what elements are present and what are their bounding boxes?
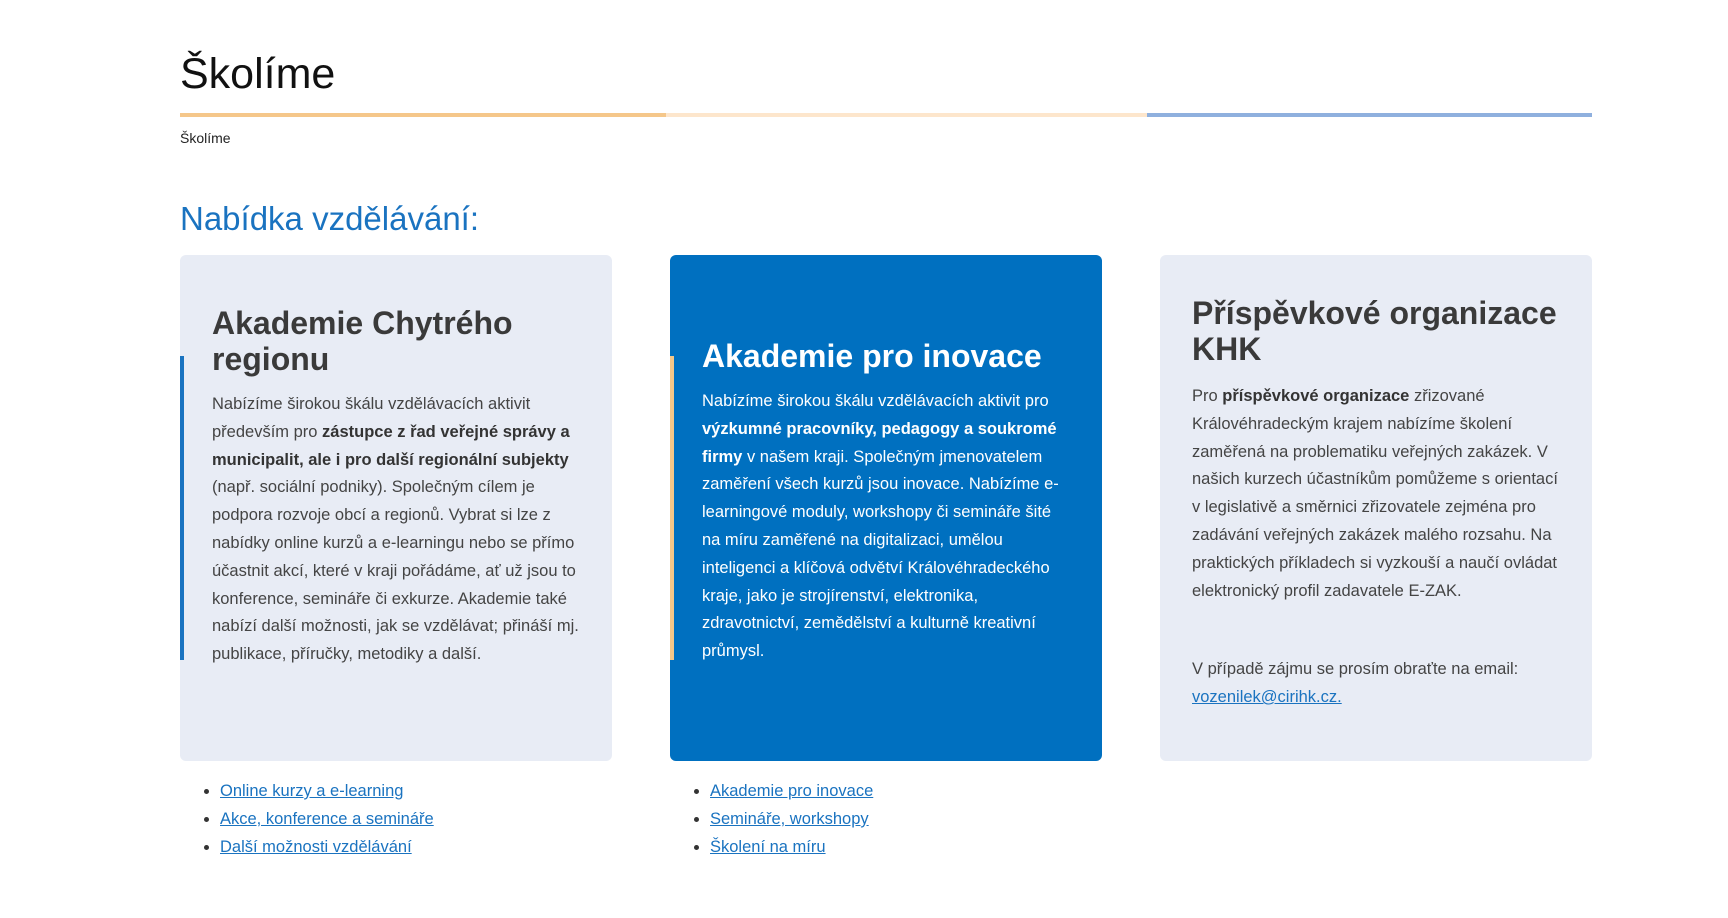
section-heading: Nabídka vzdělávání: [180,200,480,237]
link-akce-konference[interactable]: Akce, konference a semináře [220,810,434,828]
page-title: Školíme [180,50,336,98]
card-akademie-chytreho-regionu [180,255,612,761]
link-list-inovace [670,777,873,861]
divider-segment-blue [1147,113,1592,117]
link-list-chytry-region [180,777,434,861]
link-akademie-pro-inovace[interactable]: Akademie pro inovace [710,782,874,800]
card-title: Akademie Chytrého regionu [212,305,513,377]
list-item [710,833,873,861]
link-online-kurzy[interactable]: Online kurzy a e-learning [220,782,404,800]
list-item [710,805,873,833]
divider-segment-orange [180,113,666,117]
contact-text: V případě zájmu se prosím obraťte na email: [1192,660,1519,678]
breadcrumb: Školíme [180,130,231,146]
link-skoleni-na-miru[interactable]: Školení na míru [710,838,826,856]
card-description: Nabízíme širokou škálu vzdělávacích aktivit pro výzkumné pracovníky, pedagogy a soukromé firmy v našem kraji. Společným jmenovatelem zaměření všech kurzů jsou inovace. Nabízíme e-learningové moduly, workshopy či semináře šité na míru zaměřené na digitalizaci, umělou inteligenci a klíčová odvětví Královéhradeckého kraje, jako je strojírenství, elektronika, zdravotnictví, zemědělství a kulturně kreativní průmysl. [702,392,1059,661]
list-item [220,833,434,861]
list-item [220,777,434,805]
contact-block [1192,655,1562,711]
list-item [710,777,873,805]
link-seminare-workshopy[interactable]: Semináře, workshopy [710,810,869,828]
contact-email-link[interactable]: vozenilek@cirihk.cz. [1192,688,1342,706]
card-title: Příspěvkové organizace KHK [1192,295,1557,367]
card-description: Nabízíme širokou škálu vzdělávacích aktivit především pro zástupce z řad veřejné správy a municipalit, ale i pro další regionální subjekty (např. sociální podniky). Společným cílem je podpora rozvoje obcí a regionů. Vybrat si lze z nabídky online kurzů a e-learningu nebo se přímo účastnit akcí, které v kraji pořádáme, ať už jsou to konference, semináře či exkurze. Akademie také nabízí další možnosti, jak se vzdělávat; přináší mj. publikace, příručky, metodiky a další. [212,395,579,664]
list-item [220,805,434,833]
link-dalsi-moznosti[interactable]: Další možnosti vzdělávání [220,838,412,856]
title-divider [180,113,1592,117]
card-accent-bar [670,356,674,660]
card-prispevkove-organizace [1160,255,1592,761]
card-title: Akademie pro inovace [702,338,1042,374]
card-accent-bar [180,356,184,660]
divider-segment-light-orange [666,113,1147,117]
card-description: Pro příspěvkové organizace zřizované Královéhradeckým krajem nabízíme školení zaměřená na problematiku veřejných zakázek. V našich kurzech účastníkům pomůžeme s orientací v legislativě a směrnici zřizovatele zejména pro zadávání veřejných zakázek malého rozsahu. Na praktických příkladech si vyzkouší a naučí ovládat elektronický profil zadavatele E-ZAK. [1192,387,1558,600]
card-akademie-pro-inovace [670,255,1102,761]
